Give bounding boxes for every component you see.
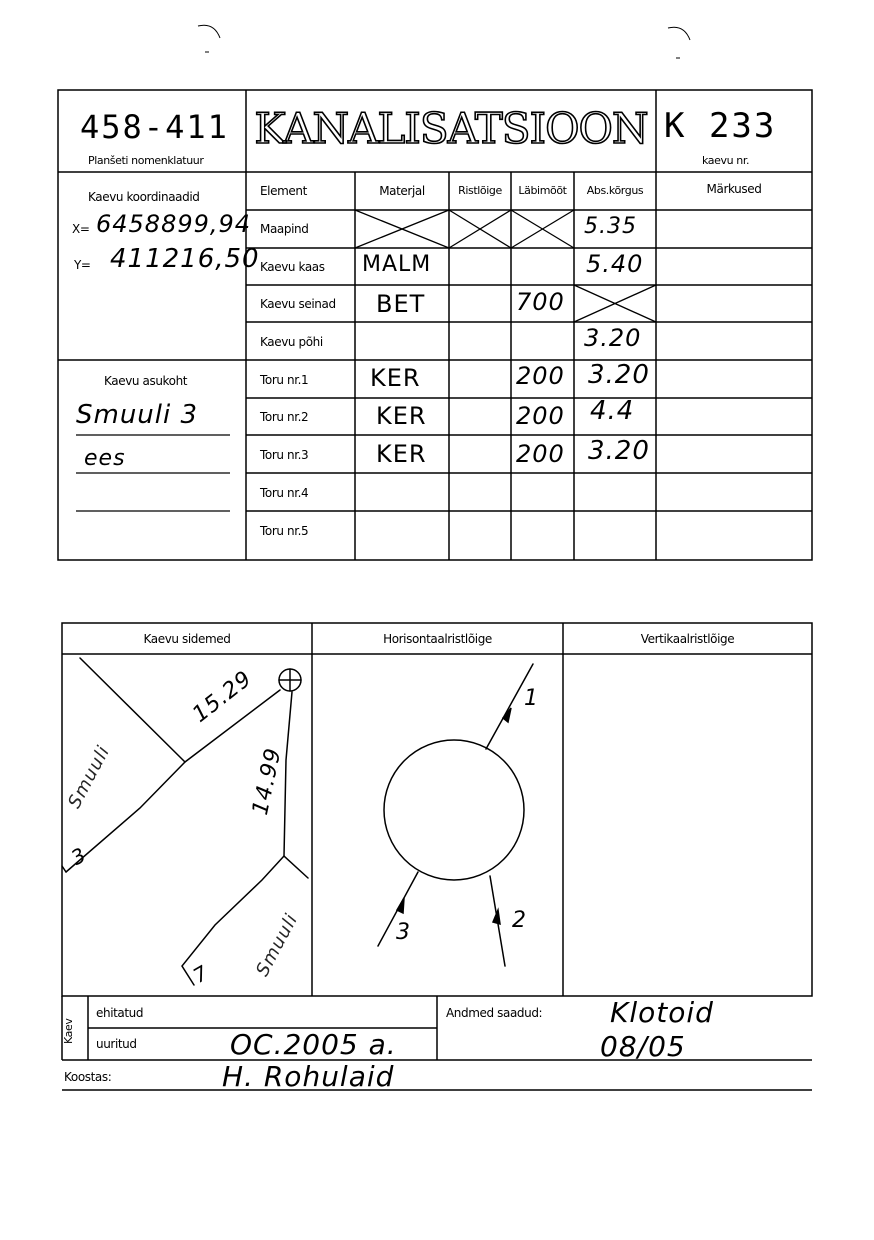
pipe-label-1: 1 xyxy=(524,686,539,711)
pipe-label-2: 2 xyxy=(512,908,527,933)
row-element: Kaevu kaas xyxy=(260,260,325,274)
row-diameter: 200 xyxy=(516,362,565,390)
row-element: Toru nr.5 xyxy=(260,524,309,538)
x-label: X= xyxy=(72,222,90,236)
well-number: K 233 xyxy=(664,106,777,146)
location-line-1: Smuuli 3 xyxy=(76,400,199,430)
header-cross-section: Ristlõige xyxy=(458,184,502,197)
location-line-2: ees xyxy=(84,446,126,471)
row-elevation: 4.4 xyxy=(590,396,635,426)
row-elevation: 3.20 xyxy=(588,360,650,390)
row-material: BET xyxy=(376,290,426,318)
row-element: Kaevu põhi xyxy=(260,335,323,349)
compiled-value: H. Rohulaid xyxy=(222,1060,395,1093)
row-elevation: 3.20 xyxy=(584,324,642,352)
row-material: KER xyxy=(370,364,421,392)
x-coordinate: 6458899,94 xyxy=(96,210,252,238)
well-number-label: kaevu nr. xyxy=(702,154,750,167)
house-number-7: 7 xyxy=(188,960,213,988)
data-source-value: Klotoid xyxy=(610,996,714,1029)
surveyed-label: uuritud xyxy=(96,1037,137,1051)
sheet-label: Planšeti nomenklatuur xyxy=(88,154,204,167)
tie-dimension-b: 14.99 xyxy=(248,745,287,818)
row-diameter: 200 xyxy=(516,402,565,430)
row-diameter: 700 xyxy=(516,288,565,316)
data-source-label: Andmed saadud: xyxy=(446,1006,543,1020)
row-element: Toru nr.3 xyxy=(260,448,309,462)
house-number-3: 3 xyxy=(66,842,91,870)
row-element: Toru nr.4 xyxy=(260,486,309,500)
compiled-label: Koostas: xyxy=(64,1070,112,1084)
well-side-label: Kaev xyxy=(62,1018,75,1044)
sheet-number: 458-411 xyxy=(80,108,229,146)
built-label: ehitatud xyxy=(96,1006,144,1020)
col-vertical-section: Vertikaalristlõige xyxy=(640,632,735,646)
street-label-a: Smuuli xyxy=(64,742,115,812)
pipe-label-3: 3 xyxy=(396,920,411,945)
row-material: KER xyxy=(376,402,427,430)
location-label: Kaevu asukoht xyxy=(104,374,188,388)
y-coordinate: 411216,50 xyxy=(110,244,260,274)
header-material: Materjal xyxy=(379,184,425,198)
surveyed-value: OC.2005 a. xyxy=(230,1028,397,1061)
row-element: Toru nr.1 xyxy=(260,373,309,387)
header-element: Element xyxy=(260,184,307,198)
header-remarks: Märkused xyxy=(706,182,762,196)
col-horizontal-section: Horisontaalristlõige xyxy=(383,632,492,646)
row-element: Maapind xyxy=(260,222,309,236)
row-elevation: 5.40 xyxy=(586,250,644,278)
tie-dimension-a: 15.29 xyxy=(188,666,257,728)
street-label-b: Smuuli xyxy=(252,910,303,980)
row-elevation: 3.20 xyxy=(588,436,650,466)
row-material: MALM xyxy=(362,252,432,277)
header-elevation: Abs.kõrgus xyxy=(586,184,644,197)
form-title: KANALISATSIOON xyxy=(254,104,648,153)
row-diameter: 200 xyxy=(516,440,565,468)
coordinates-label: Kaevu koordinaadid xyxy=(88,190,200,204)
row-element: Kaevu seinad xyxy=(260,297,336,311)
col-well-ties: Kaevu sidemed xyxy=(143,632,231,646)
data-source-date: 08/05 xyxy=(600,1030,686,1063)
row-element: Toru nr.2 xyxy=(260,410,309,424)
row-material: KER xyxy=(376,440,427,468)
y-label: Y= xyxy=(74,258,91,272)
header-diameter: Läbimõõt xyxy=(518,184,567,197)
row-elevation: 5.35 xyxy=(584,214,637,239)
